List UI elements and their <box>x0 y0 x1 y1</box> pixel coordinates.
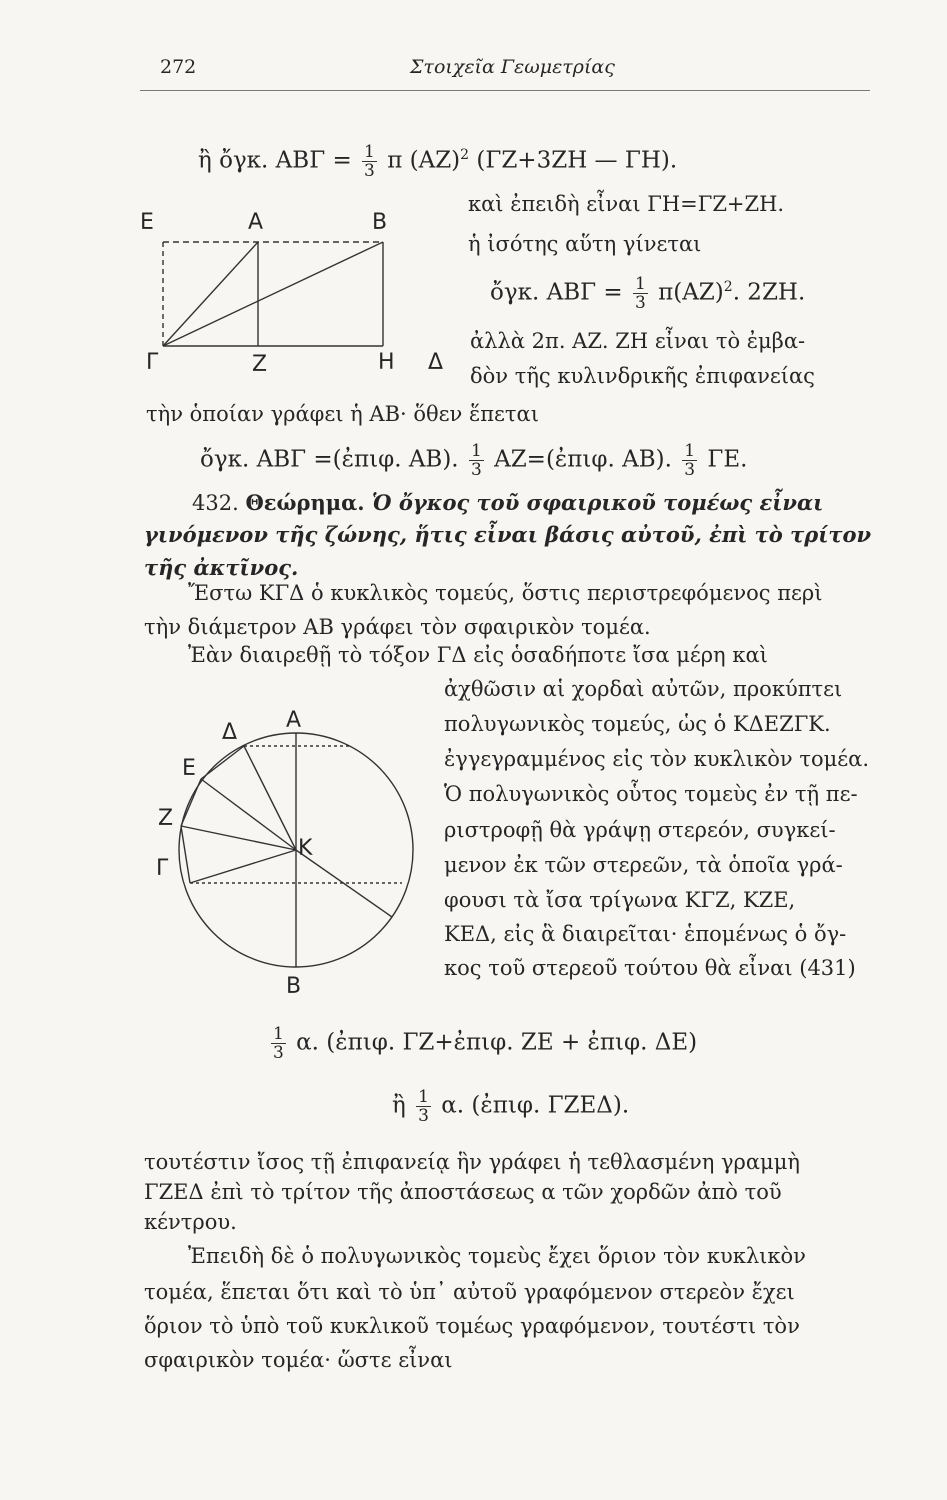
text-line: ὅριον τὸ ὑπὸ τοῦ κυκλικοῦ τομέως γραφόμενον, τουτέστι τὸν <box>144 1314 800 1338</box>
equation-volume-2: ὄγκ. ΑΒΓ = $\frac{1}{3}$ $\pi(AZ)^2$. 2ΖΗ. <box>490 274 806 313</box>
text-line: πολυγωνικὸς τομεύς, ὡς ὁ ΚΔΕΖΓΚ. <box>444 712 831 736</box>
text-line: κέντρου. <box>144 1210 237 1234</box>
text-line: ἡ ἰσότης αὕτη γίνεται <box>468 232 702 256</box>
fraction-one-third: $\frac{1}{3}$ <box>634 274 646 313</box>
text-line: Ἔστω ΚΓΔ ὁ κυκλικὸς τομεύς, ὅστις περιστρεφόμενος περὶ <box>188 581 823 605</box>
running-title: Στοιχεῖα Γεωμετρίας <box>410 56 615 78</box>
text-line: δὸν τῆς κυλινδρικῆς ἐπιφανείας <box>470 364 815 388</box>
fraction-one-third: $\frac{1}{3}$ <box>418 1087 429 1126</box>
fig1-label-Z: Ζ <box>252 352 268 377</box>
text-line: τὴν διάμετρον ΑΒ γράφει τὸν σφαιρικὸν τομέα. <box>144 615 651 639</box>
equation-volume-4: $\frac{1}{3}$ α. (ἐπιφ. ΓΖ+ἐπιφ. ΖΕ + ἐπιφ. ΔΕ) <box>273 1024 698 1063</box>
theorem-statement: γινόμενον τῆς ζώνης, ἥτις εἶναι βάσις αὐτοῦ, ἐπὶ τὸ τρίτον <box>144 522 872 547</box>
theorem-statement: τῆς ἀκτῖνος. <box>144 555 299 580</box>
text-line: ΓΖΕΔ ἐπὶ τὸ τρίτον τῆς ἀποστάσεως α τῶν χορδῶν ἀπὸ τοῦ <box>144 1180 782 1204</box>
text-line: κος τοῦ στερεοῦ τούτου θὰ εἶναι (431) <box>444 956 856 980</box>
fig1-label-E: Ε <box>140 210 154 235</box>
fraction-one-third: $\frac{1}{3}$ <box>470 441 482 480</box>
text-line: Ὁ πολυγωνικὸς οὗτος τομεὺς ἐν τῇ πε- <box>444 782 858 806</box>
text-line: ΚΕΔ, εἰς ἃ διαιρεῖται· ἑπομένως ὁ ὄγ- <box>444 922 847 946</box>
fig2-label-B: Β <box>286 974 302 999</box>
text-line: Ἐπειδὴ δὲ ὁ πολυγωνικὸς τομεὺς ἔχει ὅριον τὸν κυκλικὸν <box>188 1244 806 1268</box>
equation-volume-5: ἢ $\frac{1}{3}$ α. (ἐπιφ. ΓΖΕΔ). <box>392 1087 630 1126</box>
fig2-label-D: Δ <box>222 720 238 745</box>
equation-volume-3: ὄγκ. ΑΒΓ =(ἐπιφ. ΑΒ). $\frac{1}{3}$ ΑΖ=(ἐπιφ. ΑΒ). $\frac{1}{3}$ ΓΕ. <box>200 441 748 480</box>
text-line: ἀχθῶσιν αἱ χορδαὶ αὐτῶν, προκύπτει <box>444 677 843 701</box>
fig1-label-A: Α <box>248 210 264 235</box>
eq1-right: π (ΑΖ) <box>387 147 461 174</box>
text-line: ριστροφῇ θὰ γράψῃ στερεόν, συγκεί- <box>444 818 836 842</box>
fig2-label-K: Κ <box>298 836 313 861</box>
fraction-one-third: $\frac{1}{3}$ <box>273 1024 284 1063</box>
text-line: σφαιρικὸν τομέα· ὥστε εἶναι <box>144 1348 453 1372</box>
fig1-label-G: Γ <box>146 350 159 375</box>
fig1-label-B: Β <box>372 210 388 235</box>
theorem-statement: Ὁ ὄγκος τοῦ σφαιρικοῦ τομέως εἶναι <box>364 490 824 515</box>
text-line: μενον ἐκ τῶν στερεῶν, τὰ ὁποῖα γρά- <box>444 853 843 877</box>
text-line: καὶ ἐπειδὴ εἶναι ΓΗ=ΓΖ+ΖΗ. <box>468 192 785 216</box>
fig2-label-Z: Ζ <box>158 806 174 831</box>
eq1-left: ἢ ὄγκ. ΑΒΓ = <box>198 147 352 174</box>
fig2-label-G: Γ <box>156 856 169 881</box>
text-line: τουτέστιν ἴσος τῇ ἐπιφανείᾳ ἣν γράφει ἡ τεθλασμένη γραμμὴ <box>144 1150 800 1174</box>
eq1-tail: (ΓΖ+3ΖΗ — ΓΗ). <box>469 147 678 174</box>
text-line: Ἐὰν διαιρεθῇ τὸ τόξον ΓΔ εἰς ὁσαδήποτε ἴσα μέρη καὶ <box>188 643 768 667</box>
text-line: ἐγγεγραμμένος εἰς τὸν κυκλικὸν τομέα. <box>444 747 870 771</box>
text-line: φουσι τὰ ἴσα τρίγωνα ΚΓΖ, ΚΖΕ, <box>444 888 796 912</box>
text-line: τομέα, ἕπεται ὅτι καὶ τὸ ὑπ᾽ αὐτοῦ γραφόμενον στερεὸν ἔχει <box>144 1280 795 1304</box>
fraction-one-third: $\frac{1}{3}$ <box>364 142 375 181</box>
theorem-label: Θεώρημα. <box>245 490 365 515</box>
text-line: ἀλλὰ 2π. ΑΖ. ΖΗ εἶναι τὸ ἐμβα- <box>470 329 806 353</box>
equation-volume-1: ἢ ὄγκ. ΑΒΓ = $\frac{1}{3}$ π $(AZ)^2$ (ΓΖ+3ΖΗ — ΓΗ). <box>198 142 678 181</box>
theorem-number: 432. <box>192 491 239 515</box>
fig2-label-E: Ε <box>182 756 196 781</box>
fraction-one-third: $\frac{1}{3}$ <box>684 441 696 480</box>
fig2-label-A: Α <box>286 708 302 733</box>
text-line: τὴν ὁποίαν γράφει ἡ ΑΒ· ὅθεν ἕπεται <box>146 402 539 426</box>
fig1-label-H: Η <box>378 350 395 375</box>
page-number: 272 <box>160 56 197 78</box>
fig1-label-D: Δ <box>428 350 444 375</box>
